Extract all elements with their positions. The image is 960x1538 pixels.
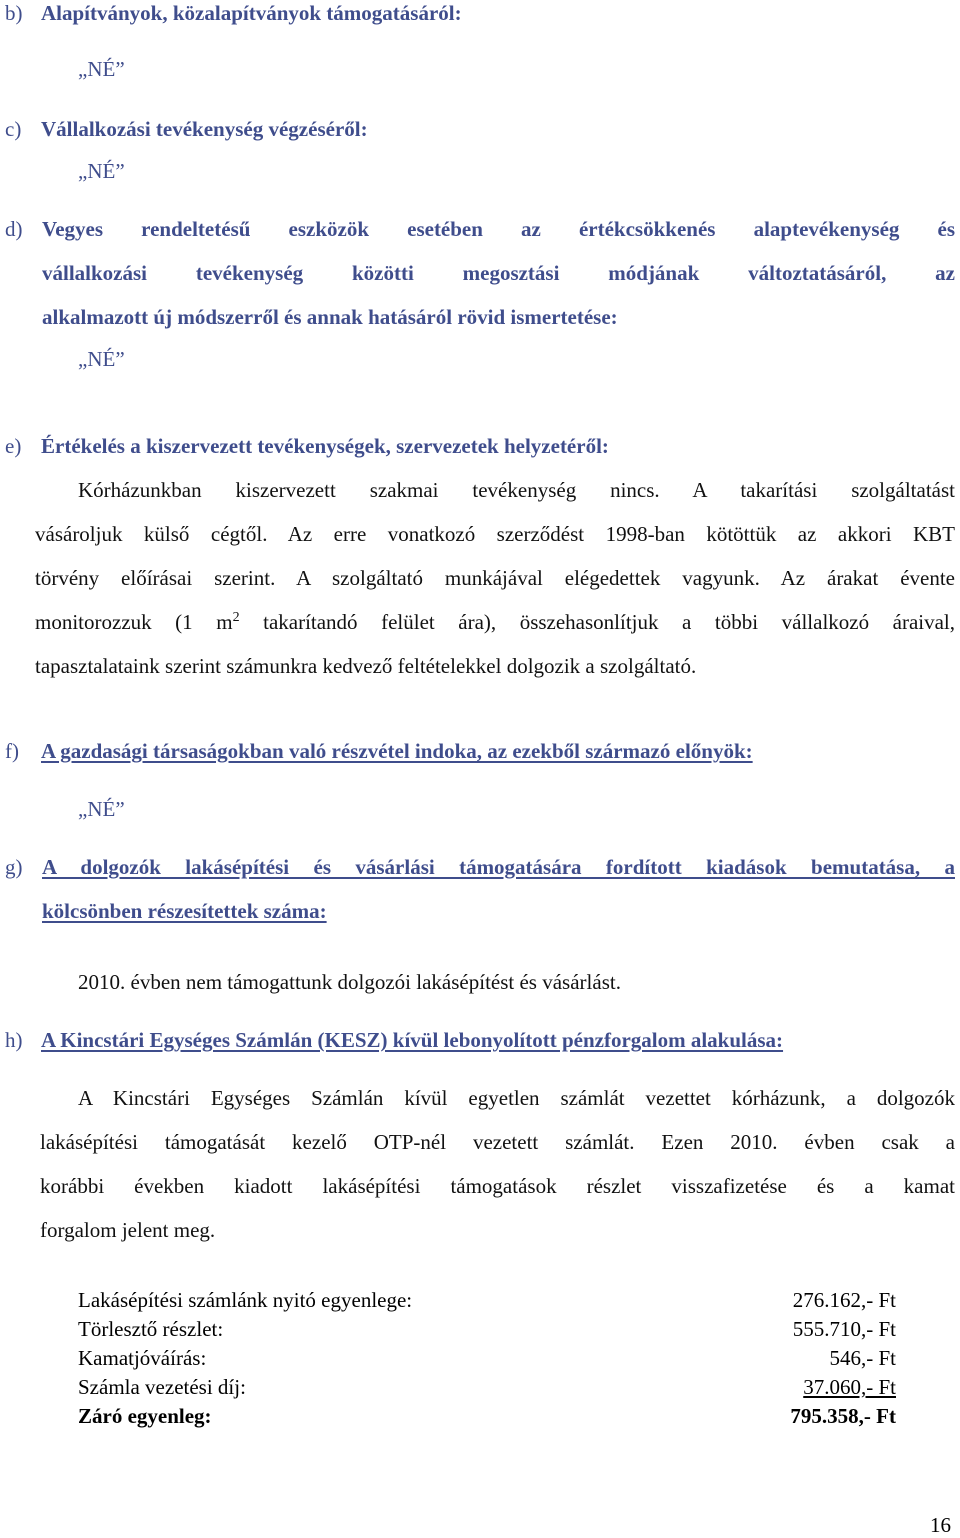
ledger-label: Lakásépítési számlánk nyitó egyenlege: — [78, 1288, 413, 1312]
ledger-label: Számla vezetési díj: — [78, 1375, 246, 1399]
section-e-line-4-a: monitorozzuk (1 m — [35, 610, 233, 634]
ledger-value: 37.060,- Ft — [803, 1375, 896, 1399]
section-g-line-1: A dolgozók lakásépítési és vásárlási támogatására fordított kiadások bemutatása, a — [42, 855, 955, 879]
section-b-marker: b) — [5, 1, 23, 25]
section-g-heading — [5, 856, 955, 922]
section-d-line-2: vállalkozási tevékenység közötti megosztási módjának változtatásáról, az — [42, 261, 955, 285]
section-c-title: Vállalkozási tevékenység végzéséről: — [41, 117, 368, 141]
section-d-heading — [5, 218, 955, 328]
section-h-title: A Kincstári Egységes Számlán (KESZ) kívül lebonyolított pénzforgalom alakulása: — [41, 1028, 784, 1052]
section-b-heading — [5, 2, 462, 24]
ledger-row-installment — [78, 1315, 896, 1344]
ledger-value: 555.710,- Ft — [792, 1317, 896, 1341]
section-g-text: 2010. évben nem támogattunk dolgozói lakásépítést és vásárlást. — [78, 970, 621, 994]
section-c-answer: „NÉ” — [78, 159, 125, 183]
section-h-body — [40, 1076, 955, 1252]
ledger-label: Törlesztő részlet: — [78, 1317, 224, 1341]
section-e-superscript: 2 — [232, 610, 240, 625]
section-e-title: Értékelés a kiszervezett tevékenységek, szervezetek helyzetéről: — [41, 434, 609, 458]
section-h-marker: h) — [5, 1028, 23, 1052]
section-d-answer: „NÉ” — [78, 347, 125, 371]
account-ledger — [78, 1286, 896, 1431]
section-d-line-3: alkalmazott új módszerről és annak hatásáról rövid ismertetése: — [42, 305, 618, 329]
page-number: 16 — [930, 1513, 951, 1537]
ledger-row-closing — [78, 1402, 896, 1431]
ledger-label: Záró egyenleg: — [78, 1404, 212, 1428]
ledger-row-opening — [78, 1286, 896, 1315]
section-h-line-2: lakásépítési támogatását kezelő OTP-nél vezetett számlát. Ezen 2010. évben csak a — [40, 1130, 955, 1154]
section-d-line-1: Vegyes rendeltetésű eszközök esetében az értékcsökkenés alaptevékenység és — [42, 217, 955, 241]
ledger-value: 795.358,- Ft — [790, 1404, 896, 1428]
section-e-line-2: vásároljuk külső cégtől. Az erre vonatkozó szerződést 1998-ban kötöttük az akkori KBT — [35, 522, 955, 546]
section-g-marker: g) — [5, 855, 23, 879]
section-b-title: Alapítványok, közalapítványok támogatásáról: — [41, 1, 462, 25]
section-f-marker: f) — [5, 739, 19, 763]
section-h-line-4: forgalom jelent meg. — [40, 1218, 216, 1242]
ledger-row-interest — [78, 1344, 896, 1373]
section-e-body — [35, 468, 955, 688]
section-f-heading — [5, 740, 753, 762]
section-f-title: A gazdasági társaságokban való részvétel indoka, az ezekből származó előnyök: — [41, 739, 753, 763]
section-h-line-1: A Kincstári Egységes Számlán kívül egyetlen számlát vezettet kórházunk, a dolgozók — [78, 1086, 955, 1110]
ledger-value: 276.162,- Ft — [792, 1288, 896, 1312]
section-e-line-1: Kórházunkban kiszervezett szakmai tevékenység nincs. A takarítási szolgáltatást — [78, 478, 955, 502]
section-e-line-5: tapasztalataink szerint számunkra kedvező feltételekkel dolgozik a szolgáltató. — [35, 654, 697, 678]
section-e-line-4 — [35, 600, 955, 644]
section-c-marker: c) — [5, 117, 22, 141]
section-e-line-4-b: takarítandó felület ára), összehasonlítjuk a többi vállalkozó áraival, — [239, 610, 956, 634]
section-e-heading — [5, 435, 609, 457]
section-b-answer: „NÉ” — [78, 57, 125, 81]
ledger-label: Kamatjóváírás: — [78, 1346, 207, 1370]
section-e-line-3: törvény előírásai szerint. A szolgáltató munkájával elégedettek vagyunk. Az árakat évente — [35, 566, 955, 590]
section-g-line-2: kölcsönben részesítettek száma: — [42, 899, 327, 923]
section-c-heading — [5, 118, 368, 140]
ledger-value: 546,- Ft — [829, 1346, 896, 1370]
section-d-marker: d) — [5, 217, 23, 241]
section-h-heading — [5, 1029, 783, 1051]
ledger-row-fee — [78, 1373, 896, 1402]
section-h-line-3: korábbi években kiadott lakásépítési támogatások részlet visszafizetése és a kamat — [40, 1174, 955, 1198]
section-f-answer: „NÉ” — [78, 797, 125, 821]
section-e-marker: e) — [5, 434, 22, 458]
